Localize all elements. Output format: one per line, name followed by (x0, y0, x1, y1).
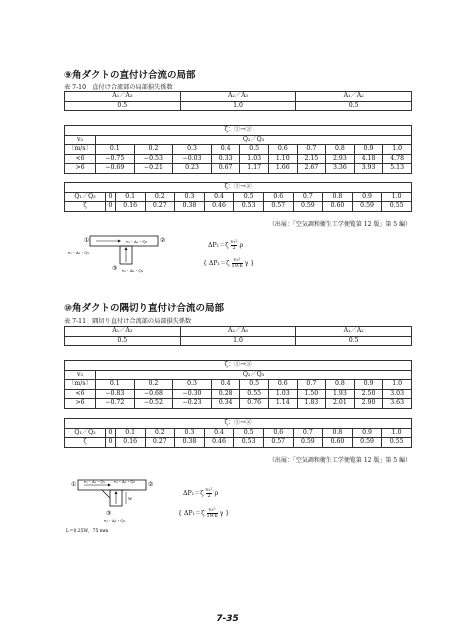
frac-den: 2 (207, 493, 211, 499)
q-value: 0.4 (204, 192, 234, 202)
cell: 3.63 (383, 399, 412, 409)
formula-tail: γ (244, 260, 249, 267)
q-value: 0.9 (354, 380, 383, 390)
q-value: 0.3 (175, 428, 205, 438)
cell: 3.93 (354, 164, 383, 174)
area-header: A₁／A₃ (65, 92, 181, 102)
area-header: A₁／A₂ (296, 327, 412, 337)
row-label: <6 (65, 154, 96, 164)
q-value: 0.4 (204, 428, 234, 438)
cell: 1.03 (268, 389, 297, 399)
s1-formula-1 (208, 240, 243, 251)
section1-caption: 表 7-10 直付け合流部の局部損失係数 (64, 84, 173, 91)
cell: 0.53 (234, 202, 264, 212)
unit-label: 〔m/s〕 (65, 145, 96, 155)
q-value: 0 (106, 428, 116, 438)
cell: −0.83 (96, 389, 135, 399)
s1-source-note: （出展：「空気調和衛生工学便覧第 12 版」第 5 編） (268, 221, 411, 228)
flow-1-label: v₁・A₁・Q₁ (68, 250, 90, 255)
formula-text: ΔP₁＝ζ (183, 510, 205, 517)
q-value: 0.3 (175, 192, 205, 202)
zeta-label: ζ (65, 438, 106, 448)
cell: 4.78 (383, 154, 412, 164)
cell: 0.59 (293, 438, 323, 448)
q-value: 0.1 (96, 145, 135, 155)
q-value: 0.3 (173, 145, 212, 155)
cell: 0.38 (175, 438, 205, 448)
q-value: 0.7 (297, 380, 326, 390)
cell: 0.23 (173, 164, 212, 174)
node-3-label: ③ (106, 510, 112, 517)
cell: 0.55 (240, 389, 269, 399)
cell: 0.76 (240, 399, 269, 409)
cell: 2.01 (326, 399, 355, 409)
unit-label: 〔m/s〕 (65, 380, 96, 390)
s2-area-table (64, 326, 412, 346)
s2-formula-1 (183, 488, 218, 499)
flow-1-label: v₁・A₁・Q₁ (84, 479, 106, 484)
cell: 0.27 (145, 438, 175, 448)
area-value: 1.0 (180, 101, 296, 111)
cell: 0.55 (382, 202, 412, 212)
cell: 0.16 (115, 202, 145, 212)
flow-2-label: v₂・A₂・Q₂ (126, 239, 148, 244)
cell: 2.50 (354, 389, 383, 399)
node-1-label: ① (84, 237, 90, 244)
s2-zeta13-table (64, 360, 412, 409)
q-value: 0.3 (173, 380, 212, 390)
cell: −0.52 (134, 399, 173, 409)
row-label: >6 (65, 164, 96, 174)
width-label: W (128, 496, 133, 501)
table-row (65, 154, 412, 164)
s1-zeta13-table (64, 125, 412, 174)
area-value: 1.0 (180, 336, 296, 346)
cell: 1.17 (240, 164, 269, 174)
cell: 3.36 (326, 164, 355, 174)
q-value: 0.9 (354, 145, 383, 155)
area-header: A₁／A₃ (65, 327, 181, 337)
q-value: 0.1 (115, 428, 145, 438)
s2-formula-2: { ΔP₁＝ζ $\frac{\text{v₃²}}{19.6}$ γ } (178, 507, 230, 519)
s1-formula-2: { ΔP₁＝ζ $\frac{\text{v₃²}}{19.6}$ γ } (203, 257, 255, 269)
q-value: 0.7 (293, 192, 323, 202)
q-value: 0.8 (326, 145, 355, 155)
cell: 4.18 (354, 154, 383, 164)
q-value: 0.2 (134, 145, 173, 155)
cell: 2.93 (326, 154, 355, 164)
q-value: 0.8 (326, 380, 355, 390)
cell: −0.23 (173, 399, 212, 409)
length-note: L＝0.25W，75 mm (66, 529, 109, 534)
q-value: 0.9 (352, 192, 382, 202)
cell: −0.69 (96, 164, 135, 174)
cell: 1.83 (297, 399, 326, 409)
zeta13-header: ζ：①→③ (65, 361, 412, 371)
frac-num: v₃² (205, 487, 213, 493)
q-value: 0.6 (263, 428, 293, 438)
cell: 0.53 (234, 438, 264, 448)
row-label: <6 (65, 389, 96, 399)
zeta13-header: ζ：①→③ (65, 126, 412, 136)
q-value: 0.5 (240, 380, 269, 390)
cell: 0 (106, 202, 116, 212)
cell: 0.33 (211, 154, 240, 164)
q-value: 0.6 (263, 192, 293, 202)
q-value: 0.5 (234, 428, 264, 438)
cell: 1.14 (268, 399, 297, 409)
cell: 1.10 (268, 154, 297, 164)
row-label: >6 (65, 399, 96, 409)
cell: 0.34 (211, 399, 240, 409)
q-value: 0.9 (352, 428, 382, 438)
cell: 1.03 (240, 154, 269, 164)
q-value: 0.1 (115, 192, 145, 202)
q-value: 1.0 (382, 192, 412, 202)
q-value: 0.2 (134, 380, 173, 390)
frac-den: 19.6 (206, 513, 218, 519)
cell: −0.30 (173, 389, 212, 399)
cell: 0.67 (211, 164, 240, 174)
q-value: 0.8 (323, 192, 353, 202)
q-value: 1.0 (383, 145, 412, 155)
cell: −0.03 (173, 154, 212, 164)
area-header: A₂／A₃ (180, 92, 296, 102)
s2-zeta12-table (64, 418, 412, 448)
formula-tail: ρ (239, 242, 244, 249)
q-value: 1.0 (383, 380, 412, 390)
cell: 3.03 (383, 389, 412, 399)
cell: 0.57 (263, 202, 293, 212)
area-value: 0.5 (296, 336, 412, 346)
cell: 5.13 (383, 164, 412, 174)
zeta12-header: ζ：①→② (65, 419, 412, 429)
q-value: 0.7 (297, 145, 326, 155)
cell: 0.59 (352, 438, 382, 448)
cell: 0.59 (293, 202, 323, 212)
zeta12-header: ζ：①→② (65, 183, 412, 193)
cell: 1.66 (268, 164, 297, 174)
node-2-label: ② (148, 481, 154, 488)
frac-num: v₃² (232, 258, 243, 264)
table-row (65, 438, 412, 448)
flow-3-label: v₃・A₃・Q₃ (122, 268, 144, 273)
cell: 0.46 (204, 438, 234, 448)
node-3-label: ③ (112, 265, 118, 272)
flow-2-label: v₂・A₂・Q₂ (114, 479, 136, 484)
q-label: Q₁／Q₃ (65, 192, 106, 202)
q-value: 0.8 (323, 428, 353, 438)
q-value: 0.2 (145, 192, 175, 202)
q-label: Q₁／Q₃ (65, 428, 106, 438)
q-value: 0.6 (268, 145, 297, 155)
s2-source-note: （出展：「空気調和衛生工学便覧第 12 版」第 5 編） (268, 457, 411, 464)
cell: 2.15 (297, 154, 326, 164)
cell: 1.50 (297, 389, 326, 399)
table-row (65, 389, 412, 399)
cell: 0.16 (115, 438, 145, 448)
section2-title: ⑩角ダクトの隅切り直付け合流の局部 (64, 303, 225, 314)
q-value: 0.6 (268, 380, 297, 390)
v-label: v₃ (65, 135, 96, 145)
node-1-label: ① (71, 481, 77, 488)
q-value: 0.4 (211, 145, 240, 155)
s1-junction-diagram (66, 232, 176, 282)
flow-3-label: v₃・A₃・Q₃ (104, 518, 126, 523)
cell: −0.75 (96, 154, 135, 164)
cell: 0.46 (204, 202, 234, 212)
q-value: 0.1 (96, 380, 135, 390)
table-row (65, 202, 412, 212)
area-value: 0.5 (65, 101, 181, 111)
table-row (65, 399, 412, 409)
cell: 2.67 (297, 164, 326, 174)
cell: −0.68 (134, 389, 173, 399)
formula-tail: ρ (214, 490, 219, 497)
cell: 0.27 (145, 202, 175, 212)
cell: 0.59 (352, 202, 382, 212)
cell: 0.28 (211, 389, 240, 399)
formula-text: ΔP₁＝ζ (208, 242, 229, 249)
section2-caption: 表 7-11 隅切り直付け合流部の局部損失係数 (64, 318, 192, 325)
cell: 0.60 (323, 202, 353, 212)
q-value: 0.4 (211, 380, 240, 390)
q-header: Q₂／Q₃ (96, 370, 412, 380)
v-label: v₃ (65, 370, 96, 380)
area-header: A₂／A₃ (180, 327, 296, 337)
node-2-label: ② (160, 237, 166, 244)
cell: 0 (106, 438, 116, 448)
section1-title: ⑨角ダクトの直付け合流の局部 (64, 70, 196, 81)
formula-tail: γ (219, 510, 224, 517)
q-value: 0 (106, 192, 116, 202)
formula-text: ΔP₁＝ζ (183, 490, 204, 497)
area-header: A₁／A₂ (296, 92, 412, 102)
cell: 0.55 (382, 438, 412, 448)
frac-num: v₃² (207, 508, 218, 514)
cell: −0.21 (134, 164, 173, 174)
cell: 2.90 (354, 399, 383, 409)
page-number: 7-35 (216, 614, 239, 624)
formula-text: ΔP₁＝ζ (208, 260, 230, 267)
zeta-label: ζ (65, 202, 106, 212)
s1-zeta12-table (64, 182, 412, 212)
s1-area-table (64, 91, 412, 111)
frac-den: 19.6 (231, 263, 243, 269)
area-value: 0.5 (296, 101, 412, 111)
frac-num: v₃² (230, 239, 238, 245)
s2-junction-diagram (64, 474, 174, 536)
q-value: 0.7 (293, 428, 323, 438)
q-header: Q₂／Q₃ (96, 135, 412, 145)
frac-den: 2 (232, 245, 236, 251)
q-value: 0.5 (234, 192, 264, 202)
table-row (65, 164, 412, 174)
q-value: 1.0 (382, 428, 412, 438)
q-value: 0.5 (240, 145, 269, 155)
area-value: 0.5 (65, 336, 181, 346)
q-value: 0.2 (145, 428, 175, 438)
cell: −0.72 (96, 399, 135, 409)
cell: −0.53 (134, 154, 173, 164)
cell: 0.60 (323, 438, 353, 448)
cell: 1.93 (326, 389, 355, 399)
cell: 0.57 (263, 438, 293, 448)
cell: 0.38 (175, 202, 205, 212)
